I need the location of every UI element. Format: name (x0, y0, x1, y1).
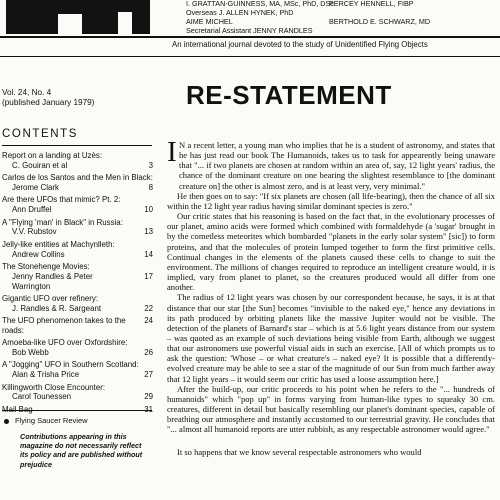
contents-list (2, 151, 153, 417)
contents-entry (2, 218, 153, 238)
staff-row (186, 17, 500, 26)
contents-heading: CONTENTS (2, 128, 79, 140)
staff-name: I. GRATTAN-GUINNESS, MA, MSc, PhD, DSc (186, 0, 334, 8)
staff-row (186, 0, 500, 8)
journal-tagline: An international journal devoted to the study of Unidentified Flying Objects (172, 40, 428, 49)
contents-entry-byline (2, 304, 153, 314)
logo-detail (118, 12, 132, 34)
contents-rule (2, 145, 152, 146)
contents-entry-title: Report on a landing at Uzès: (2, 151, 103, 160)
article-paragraph: It so happens that we know several respectable astronomers who would (177, 446, 422, 457)
contents-entry-title: Killingworth Close Encounter: (2, 382, 106, 392)
contents-entry (2, 262, 153, 291)
contents-entry-page: 17 (144, 271, 153, 281)
contents-entry-page: 27 (144, 370, 153, 380)
contents-entry (2, 383, 153, 403)
contents-entry-byline (2, 205, 153, 215)
contents-entry-page: 10 (144, 205, 153, 215)
contents-entry-byline (2, 161, 153, 171)
contents-entry-page: 31 (144, 404, 153, 414)
contents-entry-page: 29 (144, 392, 153, 402)
contents-entry-author: Carol Tounessen (12, 392, 72, 402)
contents-entry-title: Amoeba-like UFO over Oxfordshire: (2, 338, 128, 348)
contents-entry-author: Mail Bag (2, 404, 33, 414)
publisher-line (4, 416, 88, 425)
staff-name: Overseas J. ALLEN HYNEK, PhD (186, 8, 294, 17)
article-paragraph: The radius of 12 light years was chosen by our correspondent because, he says, it is at that distance that our star [the Sun] becomes "invisible to the naked eye," hence any deviations in its path produced by orbiting planets like the massive Jupiter would not be visible. The detection of the planets of Barnard's star – which is at 5.6 light years distance from our system – was quoted as an example of such deviations being visible from Earth, although we suggest that our astronomers use powerful visual aids in such an exercise. [All of which prompts us to ask the question: 'Whose – or what creature's – naked eye? It is possible that a differently-evolved creature may be able to see a star of the magnitude of our Sun from much farther away that 12 light years – it would seem our critic has used a loose assumption here.] (167, 292, 495, 384)
masthead-rule (0, 36, 500, 38)
contents-entry-byline (2, 250, 153, 260)
contents-entry-author: Bob Webb (12, 348, 49, 358)
contents-entry-author: Andrew Collins (12, 249, 65, 259)
logo-detail (0, 0, 6, 34)
article-paragraph: After the build-up, our critic proceeds to his point when he refers to the "... hundreds of humanoids" which "pop up" in forms varying from human-like types to squeaky 30 cm. creatures, different in detail but basically resembling our planet's dominant species, capable of breathing our atmosphere and instantly accustomed to our terrestrial gravity. He concludes that "... almost all humanoid reports are utter rubbish, as any respectable astronomer would agree." (167, 383, 495, 435)
secretary-line: Secretarial Assistant JENNY RANDLES (186, 26, 313, 35)
contents-entry-author: Jenny Randles & Peter Warrington (12, 271, 93, 291)
contents-entry-title: The Stonehenge Movies: (2, 261, 90, 271)
contents-entry-page: 24 (144, 316, 153, 326)
contents-entry-byline (2, 348, 153, 358)
contents-entry-byline (2, 316, 153, 336)
issue-info (2, 88, 94, 108)
contents-entry-title: Are there UFOs that mimic? Pt. 2: (2, 195, 121, 205)
contents-entry-title: Carlos de los Santos and the Men in Black: (2, 173, 153, 183)
contents-entry-title: Jelly-like entities at Machynlleth: (2, 239, 115, 249)
contents-entry-byline (2, 272, 153, 292)
issue-volume: Vol. 24, No. 4 (2, 88, 52, 97)
staff-name: BERTHOLD E. SCHWARZ, MD (329, 17, 431, 26)
staff-name: PERCEY HENNELL, FIBP (329, 0, 414, 8)
contents-entry-title: Gigantic UFO over refinery: (2, 293, 99, 303)
staff-name: AIME MICHEL (186, 17, 233, 26)
contents-entry-author: V.V. Rubstov (12, 227, 57, 237)
logo-detail (58, 14, 82, 34)
contents-entry-title: A "Flying 'man' in Black" in Russia: (2, 217, 123, 227)
contents-entry-title: A "Jogging" UFO in Southern Scotland: (2, 360, 139, 370)
contents-entry (2, 151, 153, 171)
contents-entry-author: Ann Druffel (12, 205, 52, 215)
contents-entry-byline (2, 370, 153, 380)
contents-entry (2, 240, 153, 260)
editorial-staff-list (186, 0, 500, 35)
contents-entry (2, 316, 153, 336)
section-rule (0, 56, 500, 57)
contents-entry-page: 14 (144, 249, 153, 259)
contents-entry (2, 173, 153, 193)
contents-entry (2, 338, 153, 358)
article-paragraph: Our critic states that his reasoning is based on the fact that, in the evolutionary processes of our planet, amino acids were formed which combined with formaldehyde (a 'sugar' brought in by the cometless meteorites which bombarded "planets in the early solar system" [sic]) to form proteins, and that the molecules of protein lumped together to form the first primitive cells. Continual changes in the elements of the planets caused these cells to change to suit the environment. The millions of changes required to reproduce an intelligent creature would, it is implied, vary from planet to planet, so the creatures produced would all differ from one another. (167, 211, 495, 293)
contents-entry-page: 13 (144, 227, 153, 237)
article-paragraph: N a recent letter, a young man who implies that he is a student of astronomy, and states that he has just read our book The Humanoids, takes us to task for appearently being unaware that "... if two planets are chosen at random within an area of, say, 12 light years' radius, the chance of the dominant creature on one bearing the slightest resemblance to [the dominant creature on] the other is almost zero, and is at least very, very minimal." (179, 140, 495, 191)
article-paragraph: He then goes on to say: "If six planets are chosen (all life-bearing), then the chance of all six within the 12 light year radius having similar dominant species is zero." (167, 190, 495, 211)
contents-entry-page: 22 (144, 303, 153, 313)
publisher-name: Flying Saucer Review (15, 416, 88, 425)
article-body (167, 136, 495, 457)
contents-entry-author: J. Randles & R. Sargeant (12, 303, 102, 313)
contents-entry (2, 195, 153, 215)
contents-entry-author: Jerome Clark (12, 182, 59, 192)
contents-entry-page: 8 (148, 182, 153, 192)
disclaimer: Contributions appearing in this magazine do not necessarily reflect its policy and are published without prejudice (20, 432, 143, 469)
contents-entry-author: The UFO phenomenon takes to the roads: (2, 316, 126, 335)
bullet-icon (4, 419, 9, 424)
contents-entry (2, 360, 153, 380)
contents-entry-byline (2, 183, 153, 193)
contents-entry-page: 3 (148, 160, 153, 170)
drop-cap: I (167, 136, 177, 168)
contents-entry-author: C. Gouiran et al (12, 160, 68, 170)
contents-entry-page: 26 (144, 348, 153, 358)
contents-entry-author: Alan & Trisha Price (12, 370, 80, 380)
contents-entry-byline (2, 392, 153, 402)
contents-entry (2, 294, 153, 314)
contents-entry-byline (2, 227, 153, 237)
issue-published: (published January 1979) (2, 98, 95, 107)
footer-rule (2, 410, 152, 411)
staff-row (186, 8, 500, 17)
article-headline: RE-STATEMENT (186, 80, 392, 110)
